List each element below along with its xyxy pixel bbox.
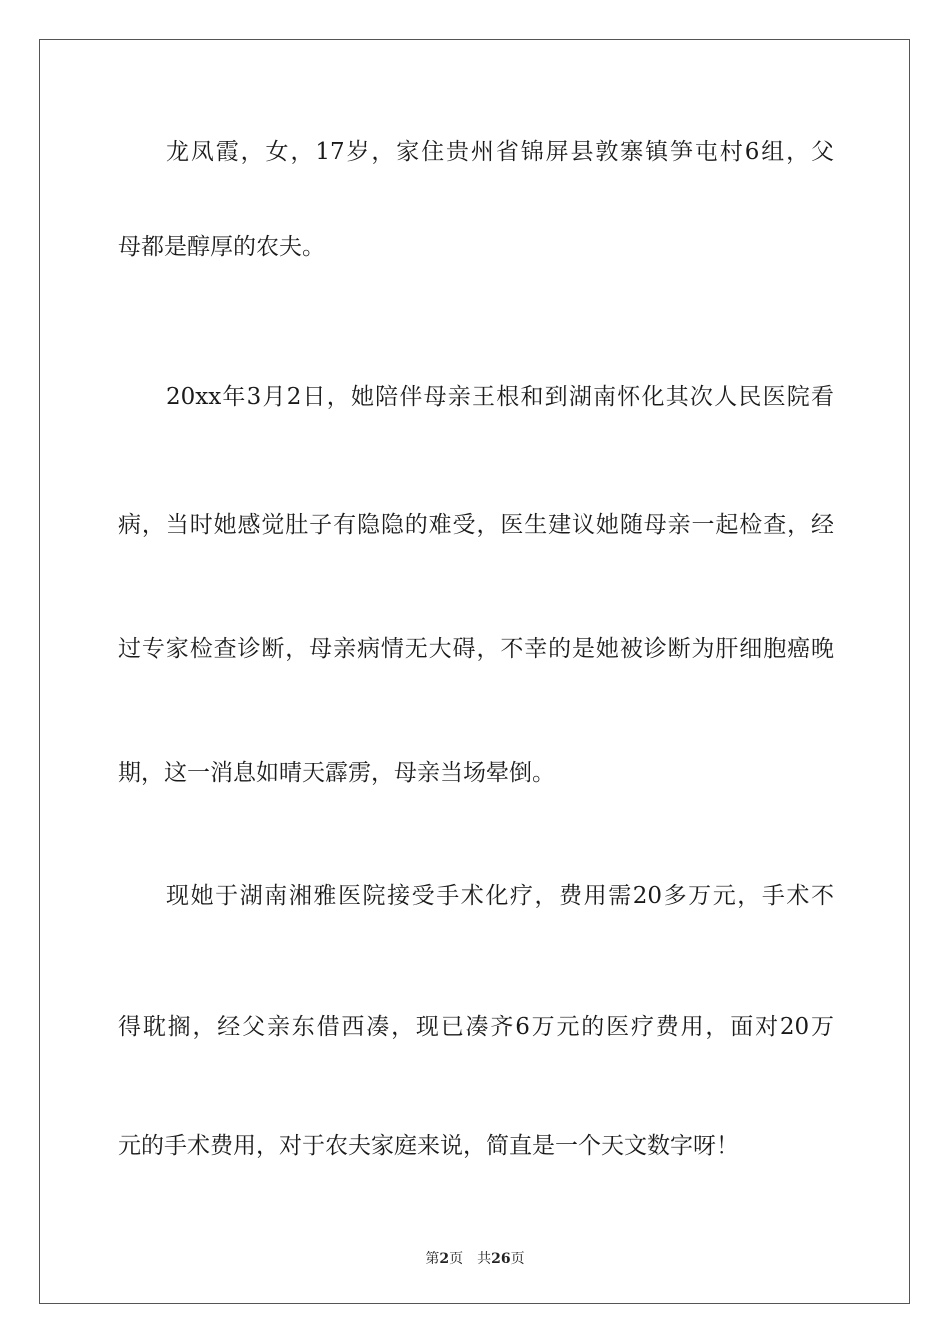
page-border xyxy=(39,39,910,1304)
paragraph-1-line-1: 龙凤霞，女，17岁，家住贵州省锦屏县敦寨镇笋屯村6组，父 xyxy=(166,139,834,165)
paragraph-2-line-1: 20xx年3月2日，她陪伴母亲王根和到湖南怀化其次人民医院看 xyxy=(166,384,834,410)
page-suffix: 页 xyxy=(449,1251,464,1267)
total-suffix: 页 xyxy=(510,1251,525,1267)
paragraph-3-line-2: 得耽搁，经父亲东借西凑，现已凑齐6万元的医疗费用，面对20万 xyxy=(118,1014,834,1040)
total-prefix: 共 xyxy=(477,1251,492,1267)
paragraph-3-line-1: 现她于湖南湘雅医院接受手术化疗，费用需20多万元，手术不 xyxy=(166,883,834,909)
page-number: 2 xyxy=(439,1251,450,1267)
page-footer xyxy=(0,1248,950,1268)
paragraph-2-line-3: 过专家检查诊断，母亲病情无大碍，不幸的是她被诊断为肝细胞癌晚 xyxy=(118,636,834,662)
total-pages: 26 xyxy=(491,1251,511,1267)
paragraph-1-line-2: 母都是醇厚的农夫。 xyxy=(118,234,325,260)
paragraph-2-line-2: 病，当时她感觉肚子有隐隐的难受，医生建议她随母亲一起检查，经 xyxy=(118,512,834,538)
paragraph-3-line-3: 元的手术费用，对于农夫家庭来说，简直是一个天文数字呀！ xyxy=(118,1133,739,1159)
paragraph-2-line-4: 期，这一消息如晴天霹雳，母亲当场晕倒。 xyxy=(118,760,555,786)
page-prefix: 第 xyxy=(425,1251,440,1267)
